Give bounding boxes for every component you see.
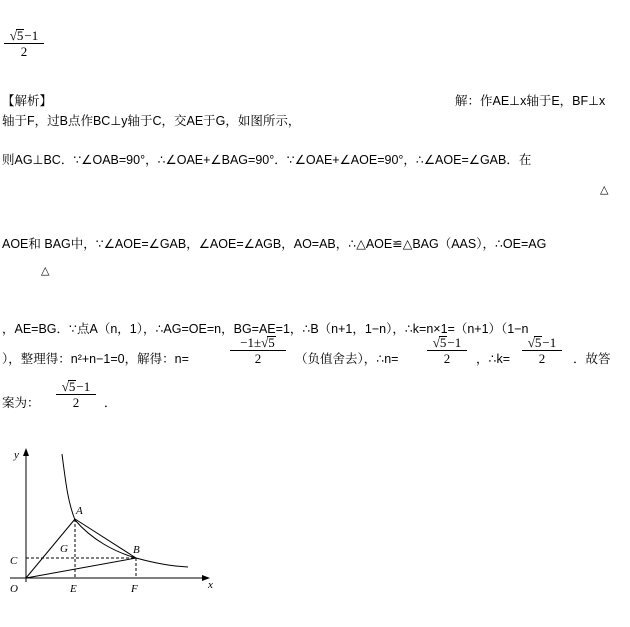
denominator: 2	[443, 351, 451, 366]
solution-line-3: AOE和 BAG中，∵∠AOE=∠GAB，∠AOE=∠AGB，AO=AB，∴△AOE≌△BAG（AAS），∴OE=AG	[2, 237, 547, 251]
n-solution-fraction: −1±√5 2	[230, 335, 286, 366]
solution-line-4: ，AE=BG．∵点A（n，1），∴AG=OE=n，BG=AE=1，∴B（n+1，1−n），∴k=n×1=（n+1）（1−n	[2, 322, 529, 336]
numerator-tail: −1	[24, 28, 39, 43]
label-G: G	[60, 543, 68, 555]
solution-line-1: 轴于F，过B点作BC⊥y轴于C，交AE于G，如图所示，	[2, 114, 301, 128]
label-A: A	[76, 505, 83, 517]
triangle-symbol-2: △	[41, 264, 50, 277]
label-O: O	[10, 583, 18, 595]
radicand: 5	[439, 335, 447, 350]
label-C: C	[10, 555, 18, 567]
radicand: 5	[68, 379, 76, 394]
solution-line-5a: ），整理得：n²+n−1=0，解得：n=	[2, 352, 189, 366]
triangle-symbol-1: △	[600, 183, 609, 196]
final-answer-fraction: √5−1 2	[56, 379, 96, 410]
analysis-label: 【解析】	[2, 94, 53, 108]
numerator-tail: −1	[447, 335, 462, 350]
label-F: F	[131, 583, 138, 595]
segment-AB	[75, 519, 136, 558]
y-axis-arrow	[23, 448, 29, 456]
radicand: 5	[268, 335, 275, 350]
numerator-tail: −1	[542, 335, 557, 350]
radicand: 5	[534, 335, 542, 350]
solution-intro: 解：作AE⊥x轴于E，BF⊥x	[455, 94, 606, 108]
label-B: B	[133, 544, 140, 556]
numerator-prefix: −1±	[240, 335, 262, 350]
solution-line-6-end: ．	[104, 396, 117, 410]
geometry-figure	[0, 440, 230, 620]
solution-line-2: 则AG⊥BC．∵∠OAB=90°，∴∠OAE+∠BAG=90°．∵∠OAE+∠AOE=90°，∴∠AOE=∠GAB．在	[2, 153, 532, 167]
denominator: 2	[254, 351, 262, 366]
n-value-fraction: √5−1 2	[427, 335, 467, 366]
solution-line-6: 案为：	[2, 396, 40, 410]
label-x: x	[208, 579, 213, 591]
label-E: E	[70, 583, 77, 595]
label-y: y	[14, 449, 19, 461]
answer-fraction: √5−1 2	[4, 28, 44, 59]
numerator-tail: −1	[76, 379, 91, 394]
radicand: 5	[16, 28, 24, 43]
denominator: 2	[20, 44, 28, 59]
solution-line-5d: ．故答	[573, 352, 611, 366]
denominator: 2	[538, 351, 546, 366]
solution-line-5b: （负值舍去），∴n=	[295, 352, 399, 366]
k-value-fraction: √5−1 2	[522, 335, 562, 366]
segment-OB	[26, 558, 136, 578]
solution-line-5c: ，∴k=	[476, 352, 511, 366]
denominator: 2	[72, 395, 80, 410]
